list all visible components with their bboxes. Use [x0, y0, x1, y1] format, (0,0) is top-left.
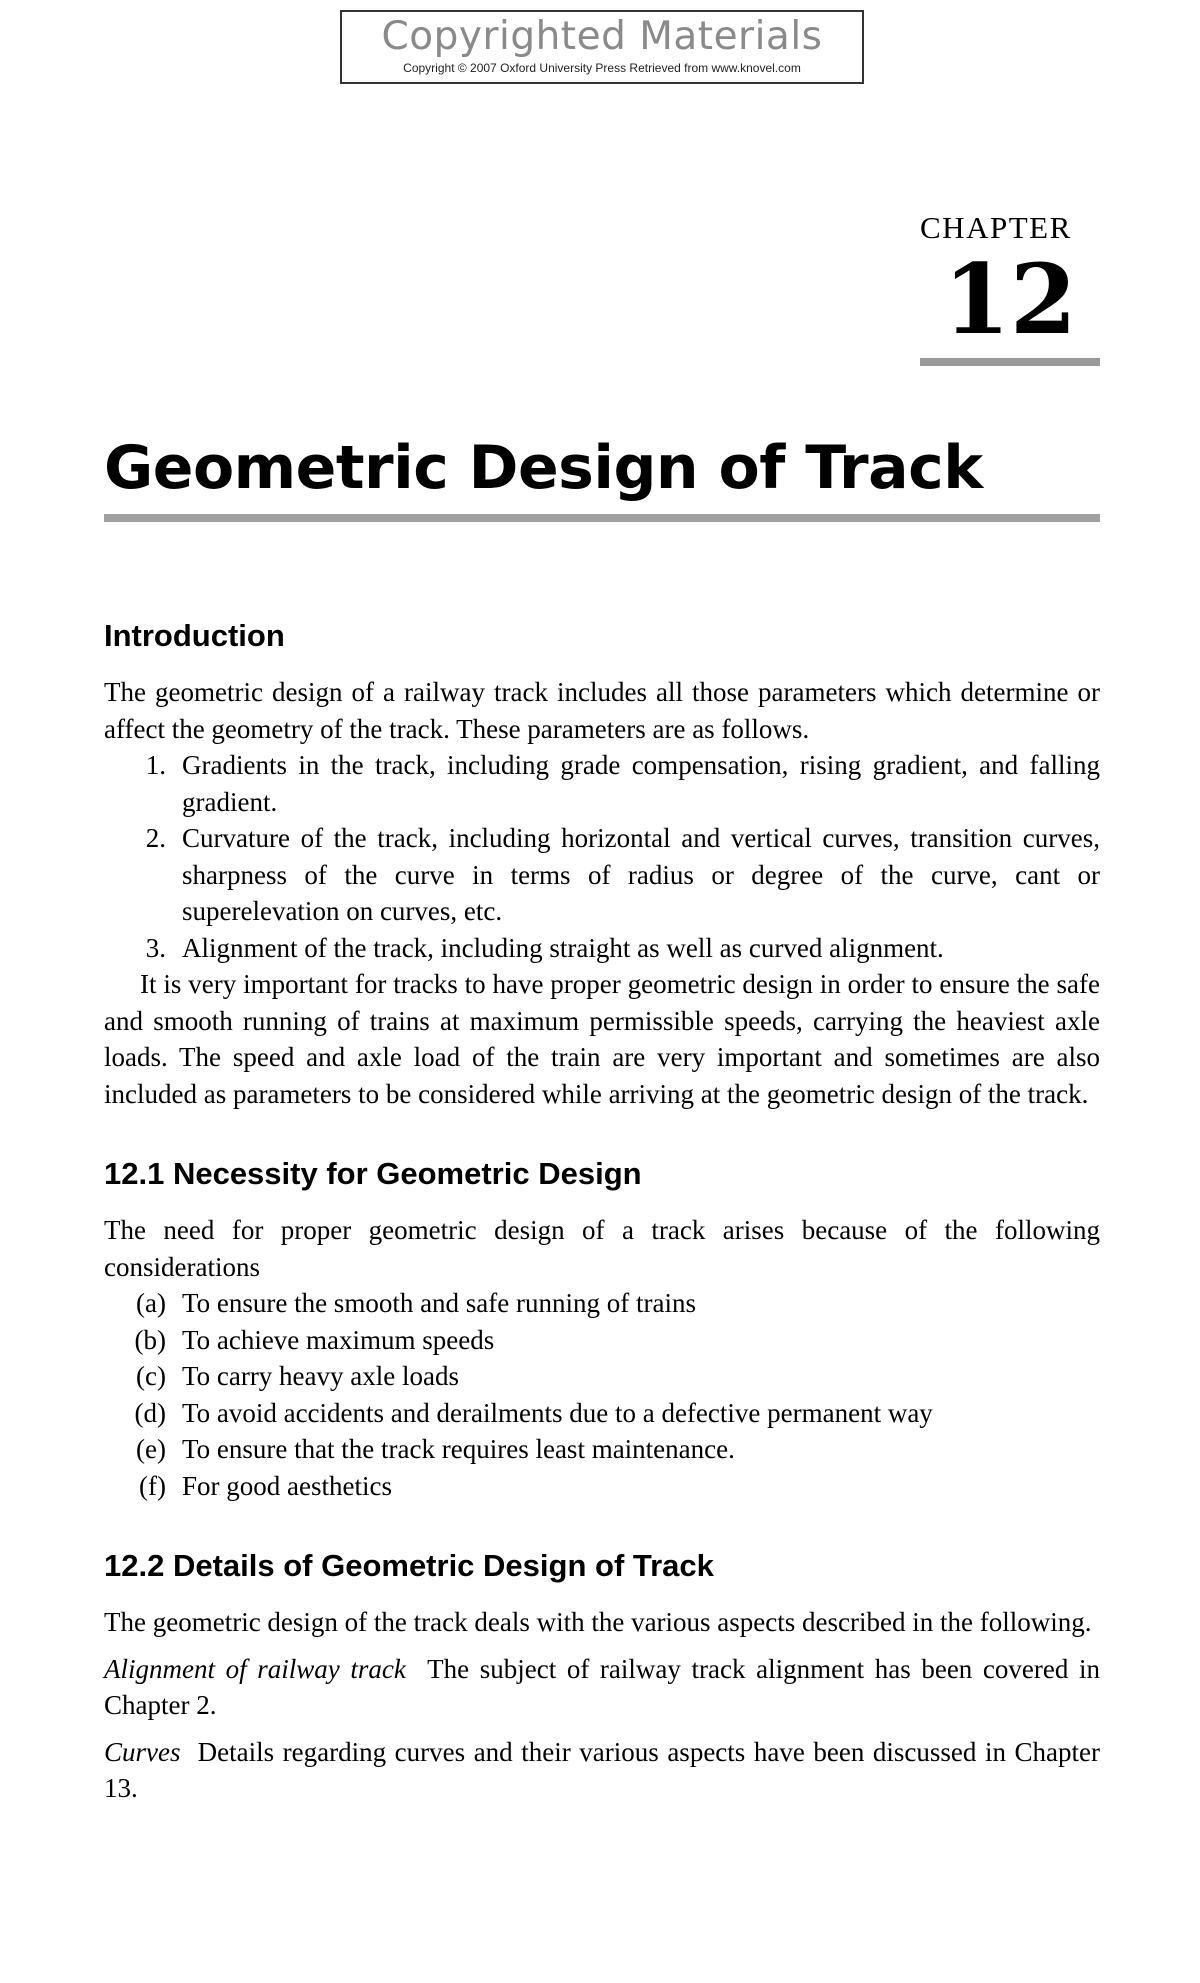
list-text: To ensure that the track requires least maintenance.: [182, 1434, 735, 1464]
list-item: [104, 1285, 1100, 1322]
chapter-title: Geometric Design of Track: [104, 433, 983, 503]
list-marker: 3.: [145, 932, 166, 963]
section-12-2-lead: The geometric design of the track deals with the various aspects described in the following.: [104, 1607, 1092, 1637]
section-12-1-lead: The need for proper geometric design of a track arises because of the following considerations: [104, 1215, 1100, 1282]
list-marker: (e): [136, 1434, 166, 1464]
curves-paragraph: [104, 1734, 1100, 1807]
chapter-rule: [920, 358, 1100, 366]
list-text: Alignment of the track, including straight as well as curved alignment.: [182, 932, 944, 963]
list-marker: (c): [136, 1361, 166, 1391]
chapter-label: CHAPTER: [920, 210, 1072, 245]
curves-term: Curves: [104, 1736, 181, 1767]
list-marker: 1.: [145, 750, 166, 780]
list-marker: (f): [139, 1470, 166, 1501]
list-item: [104, 1395, 1100, 1432]
list-item: [104, 1358, 1100, 1395]
intro-body: It is very important for tracks to have proper geometric design in order to ensure the safe and smooth running of trains at maximum permissible speeds, carrying the heaviest axle loads. The speed and axle load of the train are very important and sometimes are also included as parameters to be considered while arriving at the geometric design of the track.: [104, 969, 1100, 1109]
title-rule: [104, 514, 1100, 522]
curves-text: Details regarding curves and their various aspects have been discussed in Chapter 13.: [104, 1736, 1100, 1803]
intro-heading: Introduction: [104, 618, 285, 653]
stamp-notice: Copyright © 2007 Oxford University Press Retrieved from www.knovel.com: [403, 61, 801, 75]
list-item: [104, 1431, 1100, 1468]
list-item: [104, 1322, 1100, 1359]
list-marker: 2.: [145, 823, 166, 853]
list-marker: (a): [136, 1288, 166, 1318]
list-item: [104, 820, 1100, 930]
list-marker: (d): [134, 1397, 166, 1428]
list-text: To carry heavy axle loads: [182, 1361, 459, 1391]
list-item: [104, 747, 1100, 820]
intro-lead: The geometric design of a railway track includes all those parameters which determine or affect the geometry of the track. These parameters are as follows.: [104, 677, 1100, 744]
section-12-1-heading: 12.1 Necessity for Geometric Design: [104, 1156, 642, 1191]
alignment-paragraph: [104, 1651, 1100, 1724]
list-item: [104, 1468, 1100, 1505]
list-text: Curvature of the track, including horizontal and vertical curves, transition curves, sharpness of the curve in terms of radius or degree of the curve, cant or superelevation on curves, etc.: [182, 823, 1100, 926]
stamp-title: Copyrighted Materials: [381, 14, 823, 59]
alignment-term: Alignment of railway track: [104, 1653, 406, 1684]
list-item: [104, 930, 1100, 967]
copyright-stamp: [340, 10, 864, 84]
list-text: Gradients in the track, including grade compensation, rising gradient, and falling gradient.: [182, 750, 1100, 817]
intro-list: [104, 747, 1100, 966]
list-text: To avoid accidents and derailments due to a defective permanent way: [182, 1397, 933, 1428]
page-body: [104, 618, 1100, 1807]
list-text: To achieve maximum speeds: [182, 1324, 495, 1355]
chapter-number: 12: [943, 243, 1077, 356]
considerations-list: [104, 1285, 1100, 1504]
section-12-2-heading: 12.2 Details of Geometric Design of Track: [104, 1548, 714, 1583]
alignment-text: The subject of railway track alignment has been covered in Chapter 2.: [104, 1653, 1100, 1720]
list-text: For good aesthetics: [182, 1470, 392, 1501]
list-text: To ensure the smooth and safe running of trains: [182, 1288, 696, 1318]
list-marker: (b): [134, 1324, 166, 1355]
